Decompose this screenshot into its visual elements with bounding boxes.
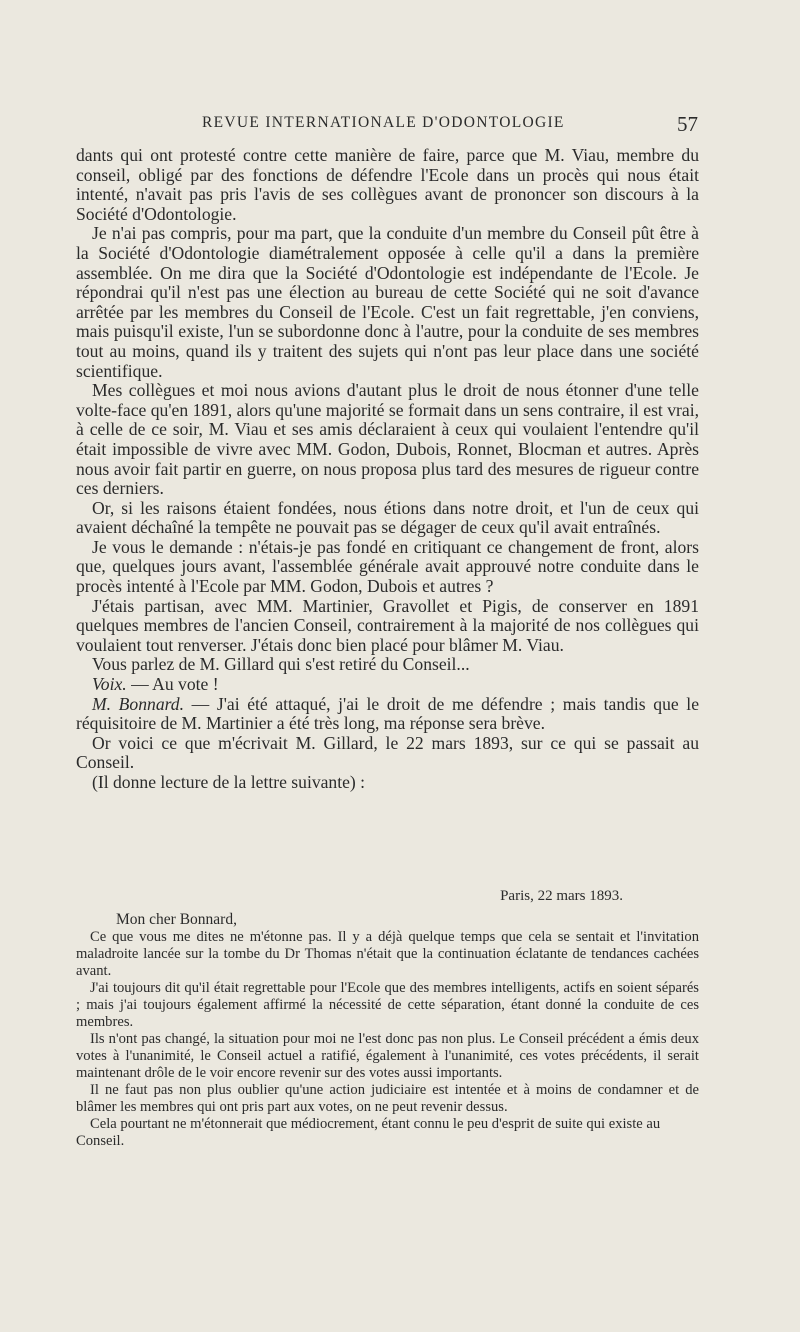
paragraph: Je vous le demande : n'étais-je pas fondé en critiquant ce changement de front, alors que, quelques jours avant, l'assemblée générale avait approuvé notre conduite dans le procès intenté à l'Ecole par MM. Godon, Dubois et autres ?: [76, 536, 699, 597]
paragraph: Mes collègues et moi nous avions d'autant plus le droit de nous étonner d'une telle volte-face qu'en 1891, alors qu'une majorité se formait dans un sens contraire, il est vrai, à celle de ce soir, M. Viau et ses amis déclaraient à ceux qui voulaient l'entendre qu'il était impossible de vivre avec MM. Godon, Dubois, Ronnet, Blocman et autres. Après nous avoir fait partir en guerre, on nous proposa plus tard des mesures de rigueur contre ces derniers.: [76, 380, 699, 499]
dialogue-text: — J'ai été attaqué, j'ai le droit de me défendre ; mais tandis que le réquisitoire de M. Martinier a été très long, ma réponse sera brève.: [76, 693, 700, 734]
letter-paragraph: Ce que vous me dites ne m'étonne pas. Il y a déjà quelque temps que cela se sentait et l'invitation maladroite lancée sur la tombe du Dr Thomas n'était que la continuation éclatante de tendances cachées avant.: [76, 929, 699, 979]
page-number: 57: [677, 112, 698, 136]
dialogue-line: [76, 695, 699, 734]
letter-paragraph: Il ne faut pas non plus oublier qu'une action judiciaire est intentée et à moins de condamner et de blâmer les membres qui ont pris part aux votes, on ne peut revenir dessus.: [76, 1082, 699, 1115]
paragraph: (Il donne lecture de la lettre suivante) :: [92, 772, 366, 792]
letter-paragraph: Ils n'ont pas changé, la situation pour moi ne l'est donc pas non plus. Le Conseil précédent a émis deux votes à l'unanimité, le Conseil actuel a ratifié, également à l'unanimité, ces votes précédents, il serait maintenant drôle de le voir encore revenir sur des votes aussi importants.: [76, 1031, 699, 1081]
paragraph: J'étais partisan, avec MM. Martinier, Gravollet et Pigis, de conserver en 1891 quelques membres de l'ancien Conseil, contrairement à la majorité de nos collègues qui voulaient tout renverser. J'étais donc bien placé pour blâmer M. Viau.: [76, 595, 699, 655]
paragraph: Je n'ai pas compris, pour ma part, que la conduite d'un membre du Conseil pût être à la Société d'Odontologie diamétralement opposée à celle qu'il a dans la première assemblée. On me dira que la Société d'Odontologie est indépendante de l'Ecole. Je répondrai qu'il n'est pas une élection au bureau de cette Société qui ne soit d'avance arrêtée par les membres du Conseil de l'Ecole. C'est un fait regrettable, j'en conviens, mais puisqu'il existe, l'un se subordonne donc à l'autre, pour la conduite de ses membres tout au moins, quand ils y traitent des sujets qui n'ont pas leur place dans une société scientifique.: [76, 223, 699, 381]
paragraph: dants qui ont protesté contre cette manière de faire, parce que M. Viau, membre du conseil, obligé par des fonctions de défendre l'Ecole dans un procès qui nous était intenté, n'avait pas pris l'avis de ses collègues avant de prononcer son discours à la Société d'Odontologie.: [76, 145, 699, 224]
speaker-name: Voix.: [92, 674, 127, 695]
dialogue-line: [76, 675, 699, 695]
paragraph: Or, si les raisons étaient fondées, nous étions dans notre droit, et l'un de ceux qui avaient déchaîné la tempête ne pouvait pas se dégager de ceux qu'il avait entraînés.: [76, 497, 699, 538]
letter-salutation: Mon cher Bonnard,: [116, 911, 237, 928]
paragraph: Vous parlez de M. Gillard qui s'est retiré du Conseil...: [92, 654, 470, 675]
letter-paragraph: Cela pourtant ne m'étonnerait que médiocrement, étant connu le peu d'esprit de suite qui existe au Conseil.: [76, 1116, 661, 1149]
running-title: REVUE INTERNATIONALE D'ODONTOLOGIE: [202, 114, 565, 131]
dialogue-text: — Au vote !: [126, 674, 219, 695]
speaker-name: M. Bonnard.: [92, 693, 185, 714]
letter-paragraph: J'ai toujours dit qu'il était regrettable pour l'Ecole que des membres intelligents, actifs en soient séparés ; mais j'ai toujours également affirmé la nécessité de cette séparation, étant donné la conduite de ces membres.: [76, 980, 699, 1030]
main-text: [76, 146, 699, 793]
letter-dateline: Paris, 22 mars 1893.: [500, 888, 623, 904]
quoted-letter: [76, 888, 699, 1150]
page-header: [78, 112, 698, 138]
paragraph: Or voici ce que m'écrivait M. Gillard, le 22 mars 1893, sur ce qui se passait au Conseil.: [76, 732, 699, 773]
